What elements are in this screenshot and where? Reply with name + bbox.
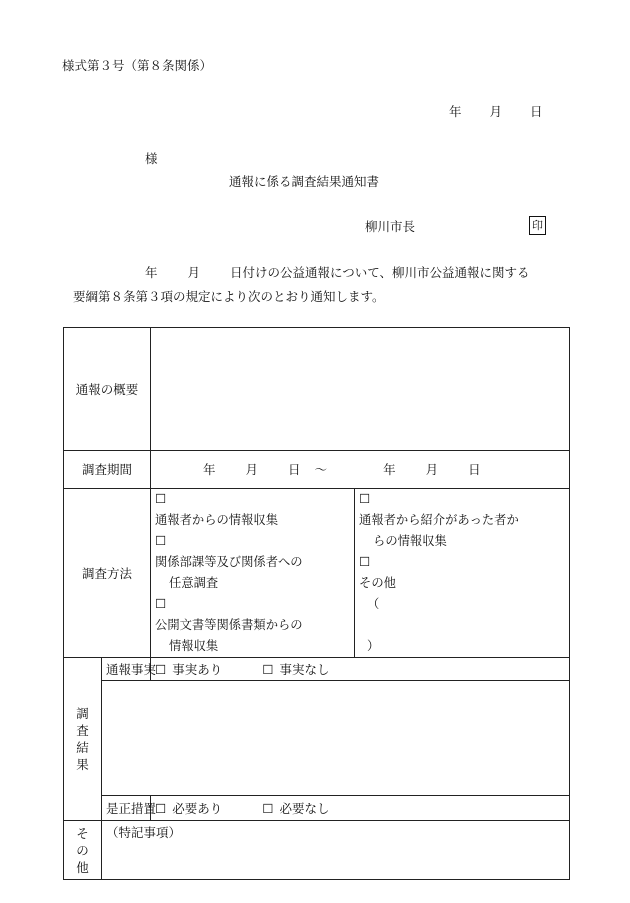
correction-no-option[interactable]: ☐ 必要なし xyxy=(262,800,330,816)
checkbox-icon[interactable]: ☐ xyxy=(262,661,274,677)
period-month-to: 月 xyxy=(425,462,439,477)
result-label: 調 査 結 果 xyxy=(64,658,102,821)
method-item-public-documents-cont: 情報収集 xyxy=(169,639,219,653)
other-label: そ の 他 xyxy=(64,821,102,880)
period-row xyxy=(64,451,570,489)
body-line-2: 要綱第８条第３項の規定により次のとおり通知します。 xyxy=(73,289,385,304)
date-year: 年 xyxy=(449,104,462,119)
checkbox-icon[interactable]: ☐ xyxy=(155,534,167,548)
fact-row xyxy=(64,658,570,681)
method-item-info-collection[interactable]: ☐ 通報者からの情報収集 xyxy=(155,489,350,531)
period-content[interactable] xyxy=(151,451,570,489)
period-day-to: 日 xyxy=(468,462,481,477)
special-notes[interactable] xyxy=(102,821,570,880)
form-number: 様式第３号（第８条関係） xyxy=(62,58,213,73)
result-details-row xyxy=(64,681,570,796)
correction-yes-option[interactable]: ☐ 必要あり xyxy=(155,800,223,816)
summary-label: 通報の概要 xyxy=(64,328,151,451)
body-text-1: 日付けの公益通報について、柳川市公益通報に関する xyxy=(230,265,530,280)
method-item-referred-person[interactable]: ☐ 通報者から紹介があった者か xyxy=(359,489,565,531)
document-title: 通報に係る調査結果通知書 xyxy=(229,174,380,189)
fact-options xyxy=(151,658,570,681)
addressee-suffix: 様 xyxy=(145,151,158,166)
date-day: 日 xyxy=(530,104,543,119)
fact-no-option[interactable]: ☐ 事実なし xyxy=(262,661,330,677)
summary-content[interactable] xyxy=(151,328,570,451)
correction-label: 是正措置 xyxy=(102,796,151,821)
method-item-other[interactable]: ☐ その他 xyxy=(359,552,565,594)
issuer-name: 柳川市長 xyxy=(365,219,416,234)
special-notes-label: （特記事項） xyxy=(106,825,182,840)
seal-text: 印 xyxy=(529,216,546,235)
fact-yes-option[interactable]: ☐ 事実あり xyxy=(155,661,223,677)
report-table xyxy=(63,327,570,880)
checkbox-icon[interactable]: ☐ xyxy=(155,661,167,677)
checkbox-icon[interactable]: ☐ xyxy=(155,492,167,506)
method-label: 調査方法 xyxy=(64,489,151,658)
period-label: 調査期間 xyxy=(64,451,151,489)
period-year-to: 年 xyxy=(383,462,396,477)
checkbox-icon[interactable]: ☐ xyxy=(359,492,371,506)
checkbox-icon[interactable]: ☐ xyxy=(155,597,167,611)
period-day-from: 日 xyxy=(288,462,301,477)
summary-row xyxy=(64,328,570,451)
body-line-1 xyxy=(145,263,530,281)
other-row xyxy=(64,821,570,880)
checkbox-icon[interactable]: ☐ xyxy=(155,800,167,816)
period-month-from: 月 xyxy=(245,462,259,477)
period-tilde: ～ xyxy=(314,462,328,477)
date-line xyxy=(449,102,543,120)
method-item-voluntary-survey-cont: 任意調査 xyxy=(169,576,219,590)
methods-right xyxy=(355,489,570,658)
method-item-public-documents[interactable]: ☐ 公開文書等関係書類からの xyxy=(155,594,350,636)
body-month: 月 xyxy=(187,265,201,280)
result-details[interactable] xyxy=(102,681,570,796)
period-year-from: 年 xyxy=(203,462,216,477)
method-other-field[interactable]: （ ） xyxy=(367,597,380,653)
date-month: 月 xyxy=(489,104,503,119)
correction-options xyxy=(151,796,570,821)
body-year: 年 xyxy=(145,265,158,280)
checkbox-icon[interactable]: ☐ xyxy=(359,555,371,569)
method-item-voluntary-survey[interactable]: ☐ 関係部課等及び関係者への xyxy=(155,531,350,573)
fact-label: 通報事実 xyxy=(102,658,151,681)
seal-mark xyxy=(529,216,546,235)
correction-row xyxy=(64,796,570,821)
method-item-referred-person-cont: らの情報収集 xyxy=(373,534,447,548)
method-row xyxy=(64,489,570,658)
checkbox-icon[interactable]: ☐ xyxy=(262,800,274,816)
methods-left xyxy=(151,489,355,658)
